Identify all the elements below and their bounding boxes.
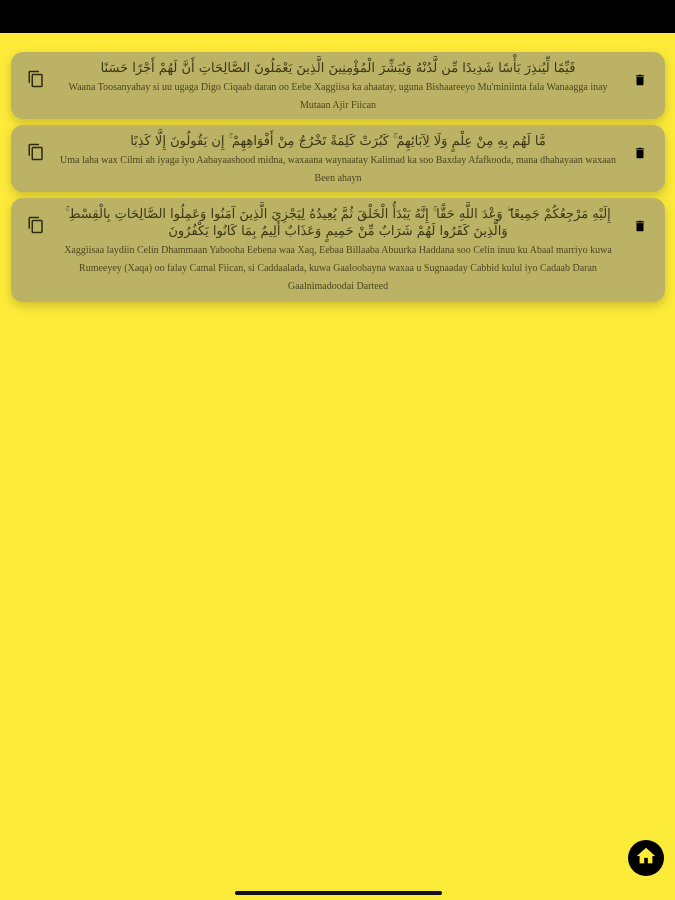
trash-icon[interactable] bbox=[633, 145, 647, 161]
verse-arabic-text: مَّا لَهُم بِهِ مِنْ عِلْمٍ وَلَا لِآبَائِهِمْ ۚ كَبُرَتْ كَلِمَةً تَخْرُجُ مِنْ أَفْوَاهِهِمْ ۚ إِن يَقُولُونَ إِلَّا كَذِبًا bbox=[130, 134, 546, 149]
bookmark-card bbox=[11, 198, 665, 302]
verse-arabic-text: إِلَيْهِ مَرْجِعُكُمْ جَمِيعًا ۖ وَعْدَ اللَّهِ حَقًّا ۚ إِنَّهُ يَبْدَأُ الْخَلْقَ ثُمَّ يُعِيدُهُ لِيَجْزِيَ الَّذِينَ آمَنُوا وَعَمِلُوا الصَّالِحَاتِ بِالْقِسْطِ ۚ وَالَّذِينَ كَفَرُوا لَهُمْ شَرَابٌ مِّنْ حَمِيمٍ وَعَذَابٌ أَلِيمٌ بِمَا كَانُوا يَكْفُرُونَ bbox=[65, 207, 611, 239]
home-button[interactable] bbox=[628, 840, 664, 876]
verse-arabic-text: قَيِّمًا لِّيُنذِرَ بَأْسًا شَدِيدًا مِّن لَّدُنْهُ وَيُبَشِّرَ الْمُؤْمِنِينَ الَّذِينَ يَعْمَلُونَ الصَّالِحَاتِ أَنَّ لَهُمْ أَجْرًا حَسَنًا bbox=[100, 61, 576, 76]
trash-icon[interactable] bbox=[633, 218, 647, 234]
status-bar bbox=[0, 0, 675, 33]
home-icon bbox=[635, 845, 657, 871]
copy-icon[interactable] bbox=[27, 70, 45, 88]
verse-translation-text: Xaggiisaa laydiin Celin Dhammaan Yabooha Eebena waa Xaq, Eebaa Billaaba Abuurka Haddana soo Celin inuu ku Abaal marriyo kuwa Rumeeyey (Xaqa) oo falay Camal Fiican, si Caddaalada, kuwa Gaaloobayna waxaa u Sugnaaday Cabbid kulul iyo Cadaab Daran Gaalnimadoodai Darteed bbox=[64, 245, 612, 292]
bookmark-card bbox=[11, 52, 665, 119]
verse-translation-text: Uma laha wax Cilmi ah iyaga iyo Aabayaashood midna, waxaana waynaatay Kalimad ka soo Baxday Afafkooda, mana dhahayaan waxaan Been ahayn bbox=[60, 155, 616, 184]
bookmark-card bbox=[11, 125, 665, 192]
bookmark-list bbox=[11, 52, 665, 308]
copy-icon[interactable] bbox=[27, 143, 45, 161]
trash-icon[interactable] bbox=[633, 72, 647, 88]
copy-icon[interactable] bbox=[27, 216, 45, 234]
home-indicator bbox=[235, 891, 442, 895]
verse-translation-text: Waana Toosanyahay si uu ugaga Digo Ciqaab daran oo Eebe Xaggiisa ka ahaatay, uguna Bishaareeyo Mu'miniinta fala Wanaagga inay Mutaan Ajir Fiican bbox=[68, 82, 608, 111]
